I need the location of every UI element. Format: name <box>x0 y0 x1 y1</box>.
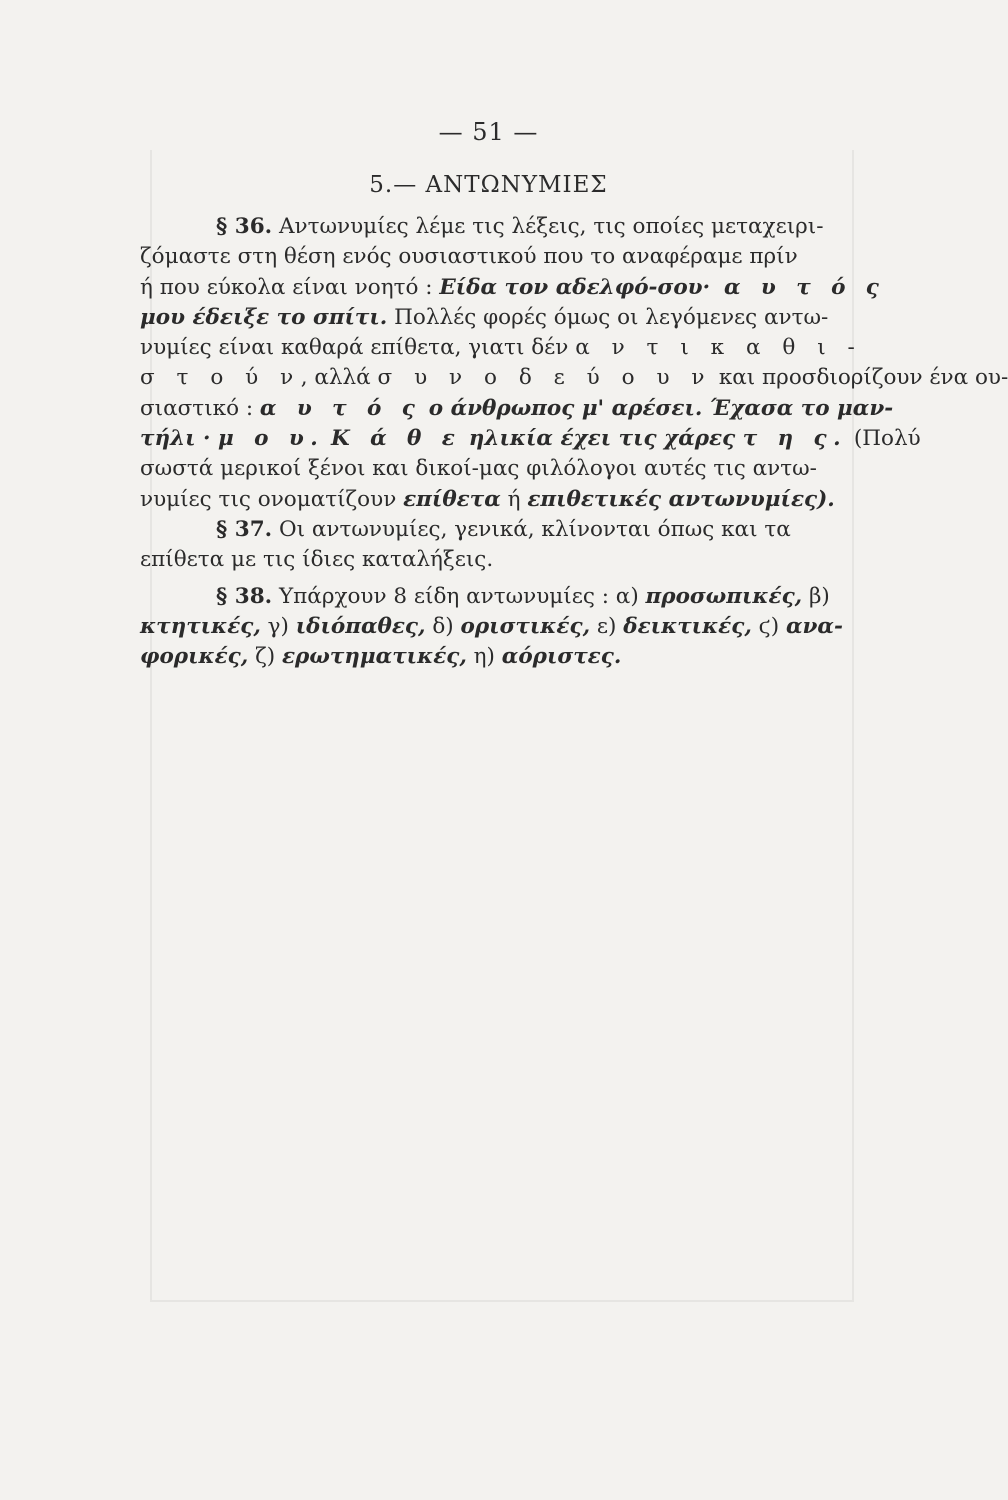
spaced-emphasis: σ υ ν ο δ ε ύ ο υ ν <box>377 365 712 391</box>
page-number: — 51 — <box>438 118 539 146</box>
section-number: § 37. <box>216 516 273 542</box>
text-line: σωστά μερικοί ξένοι και δικοί-μας φιλόλογοι αυτές τις αντω- <box>140 456 817 482</box>
text-line: ζόμαστε στη θέση ενός ουσιαστικού που το αναφέραμε πρίν <box>140 244 798 270</box>
example-text: ηλικία έχει τις χάρες <box>461 426 743 452</box>
spaced-emphasis: μ ο υ. <box>218 426 325 452</box>
text-line: κτητικές, γ) ιδιόπαθες, δ) οριστικές, ε) δεικτικές, ϛ) ανα- <box>140 613 843 639</box>
example-text: Είδα τον αδελφό-σου· <box>439 274 711 300</box>
text-line: επίθετα με τις ίδιες καταλήξεις. <box>140 547 494 573</box>
spaced-emphasis: α υ τ ό ς <box>710 274 886 300</box>
term-text: ερωτηματικές, <box>281 644 467 670</box>
text-line: φορικές, ζ) ερωτηματικές, η) αόριστες. <box>140 644 622 670</box>
spaced-emphasis: α υ τ ό ς <box>259 395 422 421</box>
text-line: νυμίες είναι καθαρά επίθετα, γιατι δέν α ν τ ι κ α θ ι - <box>140 335 863 361</box>
paragraph-38 <box>140 582 860 673</box>
text-line: νυμίες τις ονοματίζουν επίθετα ή επιθετικές αντωνυμίες). <box>140 486 835 512</box>
text-line: σ τ ο ύ ν, αλλά σ υ ν ο δ ε ύ ο υ ν και προσδιορίζουν ένα ου- <box>140 365 1008 391</box>
spaced-emphasis: α ν τ ι κ α θ ι - <box>575 335 863 361</box>
paragraph-36 <box>140 212 1008 515</box>
spaced-emphasis: Κ ά θ ε <box>331 426 462 452</box>
spaced-emphasis: σ τ ο ύ ν <box>140 365 301 391</box>
term-text: επιθετικές αντωνυμίες). <box>527 486 835 512</box>
paragraph-37 <box>140 515 860 576</box>
term-text: ανα- <box>785 613 843 639</box>
term-text: επίθετα <box>403 486 501 512</box>
text-line: § 36. Αντωνυμίες λέμε τις λέξεις, τις οποίες μεταχειρι- <box>216 214 824 239</box>
term-text: αόριστες. <box>501 644 622 670</box>
text-line: μου έδειξε το σπίτι. Πολλές φορές όμως οι λεγόμενες αντω- <box>140 304 829 330</box>
spaced-emphasis: τ η ς. <box>742 426 848 452</box>
term-text: κτητικές, <box>140 613 261 639</box>
body-text <box>140 212 1008 672</box>
example-text: ο άνθρωπος μ' αρέσει. <box>421 395 710 421</box>
example-text: τήλι · <box>140 426 219 452</box>
term-text: ιδιόπαθες, <box>295 613 426 639</box>
term-text: οριστικές, <box>460 613 591 639</box>
text-line: τήλι · μ ο υ. Κ ά θ ε ηλικία έχει τις χάρες τ η ς. (Πολύ <box>140 426 921 452</box>
section-number: § 36. <box>216 214 273 239</box>
text-line: § 38. Υπάρχουν 8 είδη αντωνυμίες : α) προσωπικές, β) <box>216 583 830 609</box>
example-text: μου έδειξε το σπίτι. <box>140 304 388 330</box>
term-text: προσωπικές, <box>645 583 803 609</box>
term-text: δεικτικές, <box>623 613 752 639</box>
text-line: § 37. Οι αντωνυμίες, γενικά, κλίνονται όπως και τα <box>216 516 791 542</box>
text-line: σιαστικό : α υ τ ό ς ο άνθρωπος μ' αρέσει. Έχασα το μαν- <box>140 395 894 421</box>
chapter-title: 5.— ΑΝΤΩΝΥΜΙΕΣ <box>369 172 608 198</box>
term-text: φορικές, <box>140 644 249 670</box>
example-text: Έχασα το μαν- <box>709 395 894 421</box>
text-line: ή που εύκολα είναι νοητό : Είδα τον αδελφό-σου· α υ τ ό ς <box>140 274 886 300</box>
section-number: § 38. <box>216 583 273 609</box>
